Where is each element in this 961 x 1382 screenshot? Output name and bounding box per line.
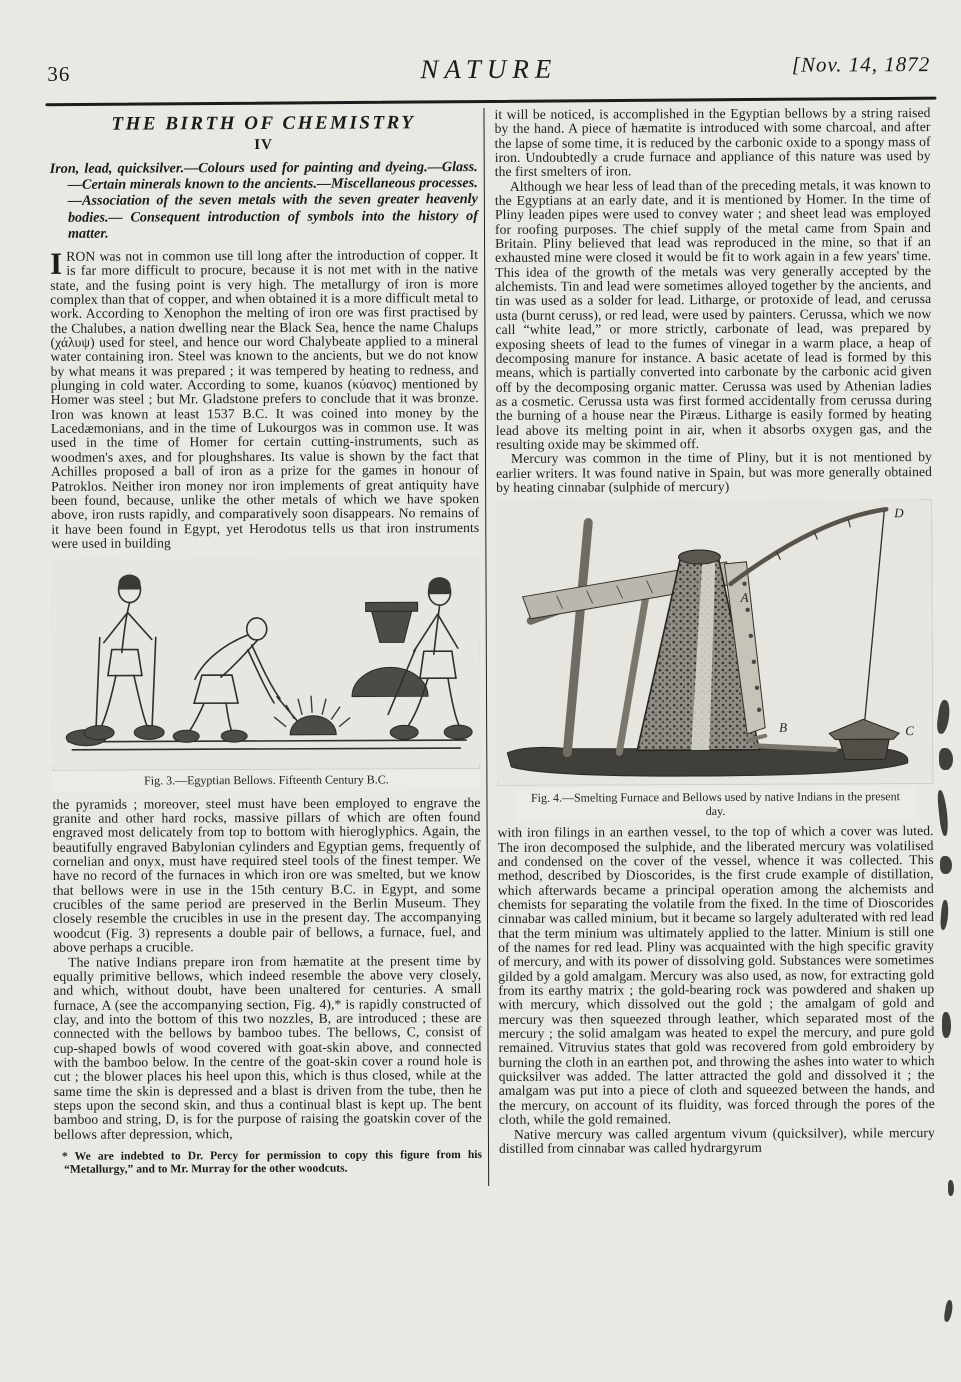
- scan-artifact: [940, 856, 952, 874]
- paragraph: Although we hear less of lead than of the preceding metals, it was known to the Egyptians at an early date, and it is mentioned by Homer. In the time of Pliny leaden pipes were used to convey water ; and sheet lead was employed for roofing purposes. The chief supply of the metal came from Spain and Britain. Pliny believed that lead was reproduced in the mine, so that if an exhausted mine were closed it would be fit to work again in a few years' time. This idea of the growth of the metals was very generally accepted by the alchemists. Tin and lead were sometimes alloyed together by the ancients, and tin was used as a solder for lead. Litharge, or protoxide of lead, and cerussa usta (burnt ceruss), or red lead, were used by painters. Cerussa, which we now call “white lead,” or more strictly, carbonate of lead, was prepared by exposing sheets of lead to the fumes of vinegar in a warm place, a heap of decomposing manure for instance. A basic acetate of lead is formed by this means, which is partially converted into carbonate by the carbonic acid given off by the decomposing organic matter. Cerussa was used by Athenian ladies as a cosmetic. Cerussa usta was first formed accidentally from cerussa during the burning of a house near the Piræus. Litharge is easily formed by heating lead above its melting point in air, when it absorbs oxygen gas, and the resulting oxide may be skimmed off.: [494, 176, 932, 452]
- figure-3-caption: Fig. 3.—Egyptian Bellows. Fifteenth Century B.C.: [52, 769, 480, 791]
- figure-4: [496, 499, 933, 822]
- article-columns: [49, 106, 936, 1188]
- journal-title: NATURE: [420, 53, 558, 85]
- figure-4-caption: Fig. 4.—Smelting Furnace and Bellows used by native Indians in the present day.: [515, 786, 915, 822]
- egyptian-bellows-illustration: [51, 556, 480, 766]
- column-left: [49, 108, 488, 1188]
- page-number: 36: [47, 61, 71, 86]
- issue-date: [Nov. 14, 1872: [791, 52, 931, 77]
- column-right: [483, 106, 935, 1186]
- scan-artifact: [948, 1180, 954, 1196]
- figure-3-image: [51, 556, 480, 771]
- article-title: THE BIRTH OF CHEMISTRY: [111, 112, 416, 135]
- paragraph: Native mercury was called argentum vivum (quicksilver), while mercury distilled from cinnabar was called hydrargyrum: [498, 1124, 935, 1156]
- figure-3: [51, 556, 480, 791]
- paragraph: it will be noticed, is accomplished in the Egyptian bellows by a string raised by the hand. A piece of hæmatite is introduced with some charcoal, and after the lapse of some time, it is reduced by the carbonic oxide to a spongy mass of iron. Undoubtedly a crude furnace and appliance of this nature was used by the first smelters of iron.: [494, 105, 931, 180]
- masthead: [47, 46, 930, 96]
- smelting-furnace-illustration: [496, 499, 921, 781]
- figure-4-label-b: B: [779, 719, 788, 735]
- figure-4-image: [496, 499, 933, 786]
- paragraph: the pyramids ; moreover, steel must have been employed to engrave the granite and other hard rocks, massive pillars of which are often found engraved most delicately from top to bottom with hieroglyphics. Again, the beautifully engraved Babylonian cylinders and Egyptian gems, frequently of cornelian and onyx, must have required steel tools of the finest temper. We have no record of the furnaces in which iron ore was smelted, but we know that bellows were in use in the 15th century B.C. in Egypt, and some crucibles of the same period are preserved in the Berlin Museum. They closely resemble the crucibles in use in the present day. The accompanying woodcut (Fig. 3) represents a double pair of bellows, a furnace, fuel, and above perhaps a crucible.: [52, 794, 482, 956]
- paragraph: with iron filings in an earthen vessel, to the top of which a cover was luted. The iron decomposed the sulphide, and the liberated mercury was volatilised and condensed on the cover of the vessel, whence it was collected. This method, described by Dioscorides, is the first crude example of distillation, which afterwards became a principal operation among the alchemists and chemists for separating the volatile from the fixed. In the time of Dioscorides cinnabar was called minium, but it became so largely adulterated with red lead that the term minium was ultimately applied to the latter. Minium is still one of the names for red lead. Pliny was acquainted with the high specific gravity of mercury, and with its power of dissolving gold. Substances were sometimes gilded by a gold amalgam. Mercury was also used, as now, for extracting gold from its earthy matrix ; the gold-bearing rock was powdered and shaken up with mercury, which dissolved out the gold ; the amalgam of gold and mercury was then squeezed through leather, which separated most of the mercury ; the solid amalgam was heated to expel the mercury, and pure gold remained. Vitruvius states that gold was recovered from gold embroidery by burning the cloth in an earthen pot, and throwing the ashes into water to which quicksilver was added. The latter attracted the gold and dissolved it ; the amalgam was put into a piece of cloth and squeezed between the hands, and the mercury, on account of its fluidity, was forced through the pores of the cloth, while the gold remained.: [497, 823, 935, 1128]
- figure-4-label-d: D: [894, 505, 904, 521]
- paragraph: The native Indians prepare iron from hæmatite at the present time by equally primitive bellows, which indeed resemble the above very closely, and which, without doubt, have been unaltered for centuries. A small furnace, A (see the accompanying section, Fig. 4),* is rapidly constructed of clay, and into the bottom of this two nozzles, B, are introduced ; these are connected with the bellows by bamboo tubes. The bellows, C, consist of cup-shaped bowls of wood covered with goat-skin above, and connected with the bamboo below. In the centre of the goat-skin cover a round hole is cut ; the blower places his heel upon this, which is thus closed, while at the same time the skin is depressed and a blast is driven from the tube, then he steps upon the second skin, and thus a continual blast is kept up. The bent bamboo and string, D, is for the purpose of raising the goatskin cover of the bellows after depression, which,: [53, 952, 482, 1142]
- figure-4-label-a: A: [740, 590, 749, 606]
- footnote: * We are indebted to Dr. Percy for permission to copy this figure from his “Metallurgy,” and to Mr. Murray for the other woodcuts.: [62, 1147, 483, 1176]
- scan-artifact: [942, 1012, 951, 1038]
- paragraph: [50, 245, 480, 551]
- paragraph: Mercury was common in the time of Pliny, but it is not mentioned by earlier writers. It was found native in Spain, but was more generally obtained by heating cinnabar (sulphide of mercury): [496, 449, 933, 495]
- drop-cap: I: [50, 245, 63, 281]
- article-part-number: IV: [254, 136, 273, 153]
- paragraph-text: RON was not in common use till long after the introduction of copper. It is far more difficult to procure, because it is not met with in the native state, and the fusing point is very high. The metallurgy of iron is more complex than that of copper, and when obtained it is a more difficult metal to work. According to Xenophon the melting of iron ore was first practised by the Chalubes, a nation dwelling near the Black Sea, hence the name Chalups (χάλυψ) used for steel, and hence our word Chalybeate applied to a mineral water containing iron. Steel was known to the ancients, but we do not know by what means it was prepared ; it was tempered by heating to redness, and plunging in cold water. According to some, kuanos (κύανος) mentioned by Homer was steel ; but Mr. Gladstone prefers to conclude that it was bronze. Iron was known at least 1537 B.C. It was coined into money by the Lacedæmonians, and in the time of Lukourgos was in common use. It was used in the time of Homer for certain cutting-instruments, such as woodmen's axes, and for ploughshares. Its value is shown by the fact that Achilles proposed a ball of iron as a prize for the games in honour of Patroklos. Neither iron money nor iron implements of great antiquity have been found, because, unlike the other metals of which we have spoken above, iron rusts rapidly, and comparatively soon disappears. No remains of it have been found in Egypt, yet Herodotus tells us that iron instruments were used in building: [50, 247, 480, 551]
- figure-4-label-c: C: [905, 723, 914, 739]
- scan-artifact: [939, 748, 953, 770]
- article-abstract: Iron, lead, quicksilver.—Colours used for painting and dyeing.—Glass.—Certain minerals known to the ancients.—Miscellaneous processes.—Association of the seven metals with the seven greater heavenly bodies.— Consequent introduction of symbols into the history of matter.: [49, 159, 478, 242]
